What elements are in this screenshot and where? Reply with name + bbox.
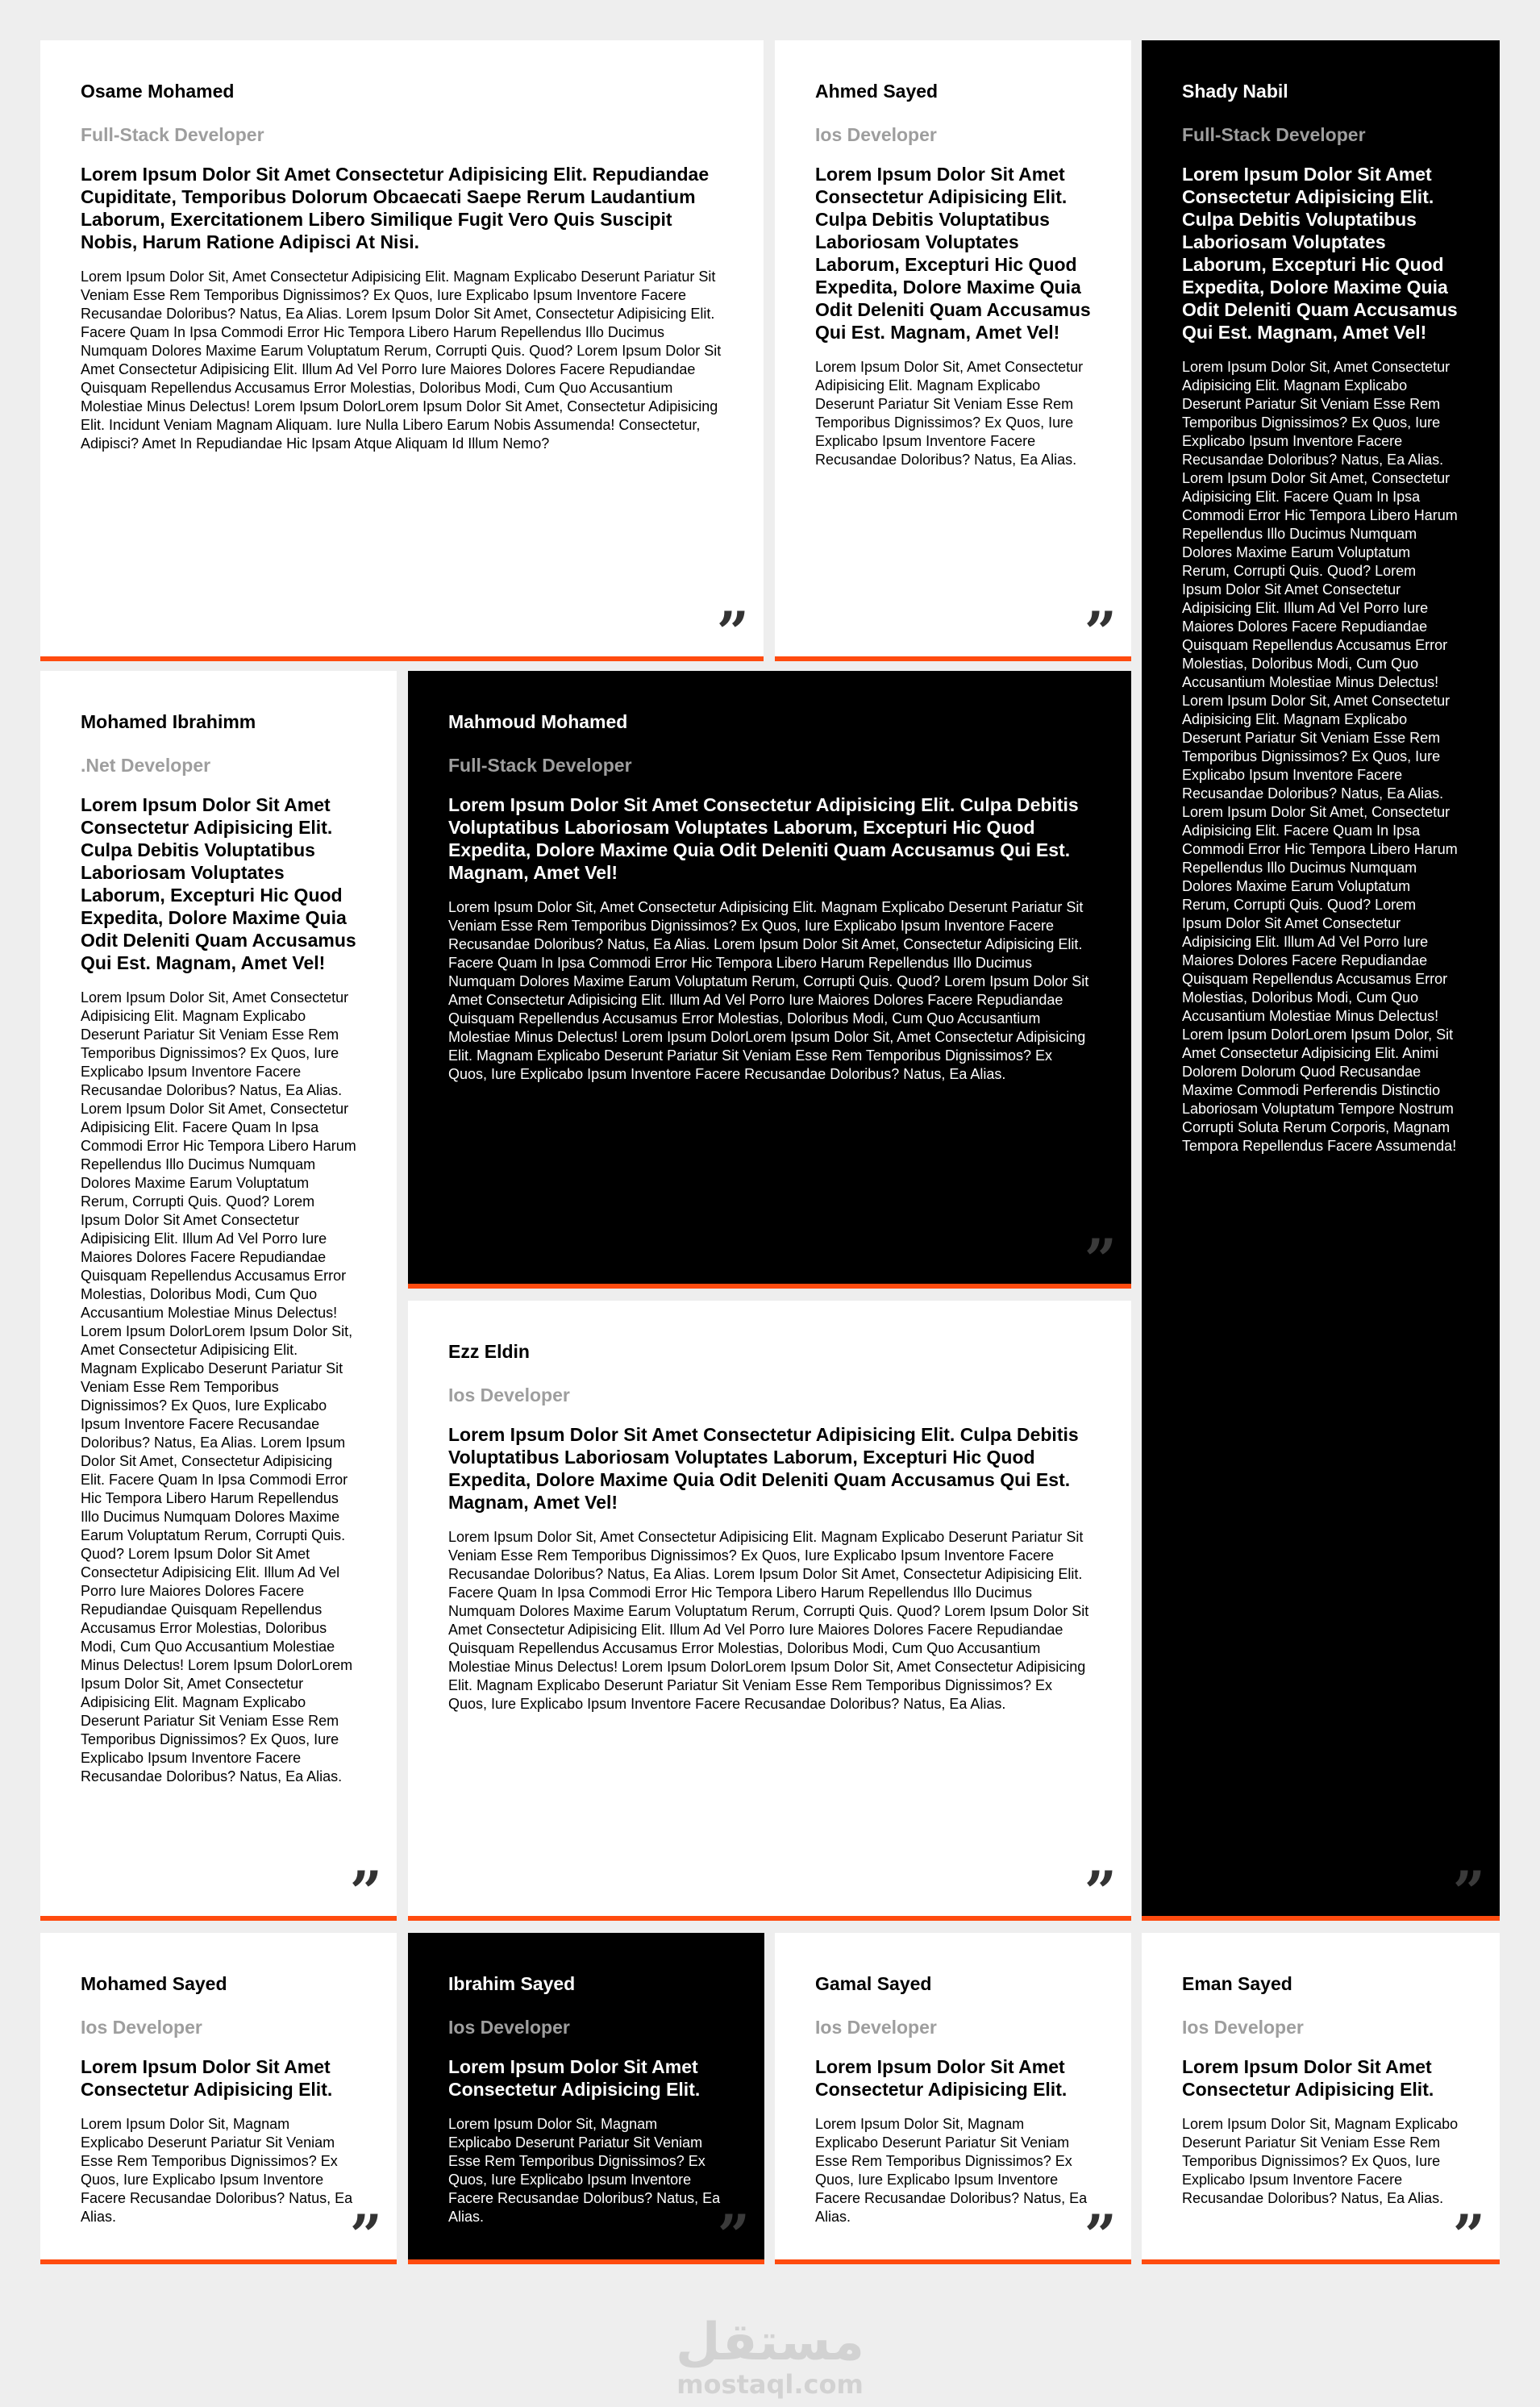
testimonial-text: Lorem Ipsum Dolor Sit, Amet Consectetur Adipisicing Elit. Magnam Explicabo Deserunt Pariatur Sit Veniam Esse Rem Temporibus Dignissimos? Ex Quos, Iure Explicabo Ipsum Inventore Facere Recusandae Doloribus? Natus, Ea Alias. Lorem Ipsum Dolor Sit Amet, Consectetur Adipisicing Elit. Facere Quam In Ipsa Commodi Error Hic Tempora Libero Harum Repellendus Illo Ducimus Numquam Dolores Maxime Earum Voluptatum Rerum, Corrupti Quis. Quod? Lorem Ipsum Dolor Sit Amet Consectetur Adipisicing Elit. Illum Ad Vel Porro Iure Maiores Dolores Facere Repudiandae Quisquam Repellendus Accusamus Error Molestias, Doloribus Modi, Cum Quo Accusantium Molestiae Minus Delectus! Lorem Ipsum Dolor Sit, Amet Consectetur Adipisicing Elit. Magnam Explicabo Deserunt Pariatur Sit Veniam Esse Rem Temporibus Dignissimos? Ex Quos, Iure Explicabo Ipsum Inventore Facere Recusandae Doloribus? Natus, Ea Alias. Lorem Ipsum Dolor Sit Amet, Consectetur Adipisicing Elit. Facere Quam In Ipsa Commodi Error Hic Tempora Libero Harum Repellendus Illo Ducimus Numquam Dolores Maxime Earum Voluptatum Rerum, Corrupti Quis. Quod? Lorem Ipsum Dolor Sit Amet Consectetur Adipisicing Elit. Illum Ad Vel Porro Iure Maiores Dolores Facere Repudiandae Quisquam Repellendus Accusamus Error Molestias, Doloribus Modi, Cum Quo Accusantium Molestiae Minus Delectus! Lorem Ipsum DolorLorem Ipsum Dolor, Sit Amet Consectetur Adipisicing Elit. Animi Dolorem Dolorum Quod Recusandae Maxime Commodi Perferendis Distinctio Laboriosam Voluptatum Tempore Nostrum Corrupti Soluta Rerum Corporis, Magnam Tempora Repellendus Facere Assumenda! [1182,359,1458,1154]
author-role: Ios Developer [1182,2017,1304,2038]
testimonial-title: Lorem Ipsum Dolor Sit Amet Consectetur Adipisicing Elit. Culpa Debitis Voluptatibus Laboriosam Voluptates Laborum, Excepturi Hic Quod Expedita, Dolore Maxime Quia Odit Deleniti Quam Accusamus Qui Est. Magnam, Amet Vel! [1182,164,1458,343]
quote-icon: ” [1084,1859,1117,1926]
quote-icon: ” [1452,2202,1485,2269]
author-role: Full-Stack Developer [1182,124,1366,145]
testimonial-title: Lorem Ipsum Dolor Sit Amet Consectetur Adipisicing Elit. Culpa Debitis Voluptatibus Laboriosam Voluptates Laborum, Excepturi Hic Quod Expedita, Dolore Maxime Quia Odit Deleniti Quam Accusamus Qui Est. Magnam, Amet Vel! [448,1424,1079,1513]
quote-icon: ” [1084,1226,1117,1293]
author-name: Mohamed Sayed [81,1973,227,1994]
author-role: Ios Developer [815,2017,937,2038]
quote-icon: ” [1084,599,1117,666]
testimonial-text: Lorem Ipsum Dolor Sit, Magnam Explicabo Deserunt Pariatur Sit Veniam Esse Rem Temporibus Dignissimos? Ex Quos, Iure Explicabo Ipsum Inventore Facere Recusandae Doloribus? Natus, Ea Alias. [1182,2116,1459,2206]
testimonial-card [408,671,1131,1293]
quote-icon: ” [1452,1859,1485,1926]
author-name: Shady Nabil [1182,81,1288,102]
testimonial-title: Lorem Ipsum Dolor Sit Amet Consectetur Adipisicing Elit. [1182,2056,1434,2100]
author-role: Ios Developer [815,124,937,145]
testimonial-title: Lorem Ipsum Dolor Sit Amet Consectetur Adipisicing Elit. [81,2056,333,2100]
testimonial-card [1142,40,1500,1926]
testimonial-card [1142,1933,1500,2269]
testimonial-title: Lorem Ipsum Dolor Sit Amet Consectetur Adipisicing Elit. Culpa Debitis Voluptatibus Laboriosam Voluptates Laborum, Excepturi Hic Quod Expedita, Dolore Maxime Quia Odit Deleniti Quam Accusamus Qui Est. Magnam, Amet Vel! [448,794,1079,883]
quote-icon: ” [717,2202,750,2269]
author-name: Ahmed Sayed [815,81,939,102]
watermark-url: mostaql.com [676,2369,864,2400]
testimonial-card [408,1301,1131,1926]
author-name: Osame Mohamed [81,81,235,102]
author-name: Ezz Eldin [448,1341,530,1362]
author-name: Eman Sayed [1182,1973,1292,1994]
watermark-logo: مستقل [675,2313,865,2372]
author-role: Ios Developer [81,2017,202,2038]
author-role: Full-Stack Developer [448,755,632,776]
quote-icon: ” [716,599,749,666]
testimonial-text: Lorem Ipsum Dolor Sit, Magnam Explicabo Deserunt Pariatur Sit Veniam Esse Rem Temporibus Dignissimos? Ex Quos, Iure Explicabo Ipsum Inventore Facere Recusandae Doloribus? Natus, Ea Alias. [448,2116,721,2225]
author-role: Ios Developer [448,2017,570,2038]
author-name: Mahmoud Mohamed [448,711,628,732]
testimonial-title: Lorem Ipsum Dolor Sit Amet Consectetur Adipisicing Elit. [815,2056,1068,2100]
testimonial-title: Lorem Ipsum Dolor Sit Amet Consectetur Adipisicing Elit. Repudiandae Cupiditate, Temporibus Dolorum Obcaecati Saepe Rerum Laudantium Laborum, Exercitationem Libero Similique Fugit Vero Quis Suscipit Nobis, Harum Ratione Adipisci At Nisi. [81,164,710,252]
testimonial-card [775,40,1131,666]
testimonial-text: Lorem Ipsum Dolor Sit, Amet Consectetur Adipisicing Elit. Magnam Explicabo Deserunt Pariatur Sit Veniam Esse Rem Temporibus Dignissimos? Ex Quos, Iure Explicabo Ipsum Inventore Facere Recusandae Doloribus? Natus, Ea Alias. Lorem Ipsum Dolor Sit Amet, Consectetur Adipisicing Elit. Facere Quam In Ipsa Commodi Error Hic Tempora Libero Harum Repellendus Illo Ducimus Numquam Dolores Maxime Earum Voluptatum Rerum, Corrupti Quis. Quod? Lorem Ipsum Dolor Sit Amet Consectetur Adipisicing Elit. Illum Ad Vel Porro Iure Maiores Dolores Facere Repudiandae Quisquam Repellendus Accusamus Error Molestias, Doloribus Modi, Cum Quo Accusantium Molestiae Minus Delectus! Lorem Ipsum DolorLorem Ipsum Dolor Sit, Amet Consectetur Adipisicing Elit. Magnam Explicabo Deserunt Pariatur Sit Veniam Esse Rem Temporibus Dignissimos? Ex Quos, Iure Explicabo Ipsum Inventore Facere Recusandae Doloribus? Natus, Ea Alias. [448,899,1089,1082]
quote-icon: ” [1084,2202,1117,2269]
author-name: Gamal Sayed [815,1973,932,1994]
testimonial-card [40,40,764,666]
testimonial-card [40,1933,397,2269]
testimonial-card [775,1933,1131,2269]
quote-icon: ” [349,2202,382,2269]
testimonial-text: Lorem Ipsum Dolor Sit, Amet Consectetur Adipisicing Elit. Magnam Explicabo Deserunt Pariatur Sit Veniam Esse Rem Temporibus Dignissimos? Ex Quos, Iure Explicabo Ipsum Inventore Facere Recusandae Doloribus? Natus, Ea Alias. Lorem Ipsum Dolor Sit Amet, Consectetur Adipisicing Elit. Facere Quam In Ipsa Commodi Error Hic Tempora Libero Harum Repellendus Illo Ducimus Numquam Dolores Maxime Earum Voluptatum Rerum, Corrupti Quis. Quod? Lorem Ipsum Dolor Sit Amet Consectetur Adipisicing Elit. Illum Ad Vel Porro Iure Maiores Dolores Facere Repudiandae Quisquam Repellendus Accusamus Error Molestias, Doloribus Modi, Cum Quo Accusantium Molestiae Minus Delectus! Lorem Ipsum DolorLorem Ipsum Dolor Sit Amet, Consectetur Adipisicing Elit. Incidunt Veniam Magnam Aliquam. Iure Nulla Libero Earum Nobis Assumenda! Consectetur, Adipisci? Amet In Repudiandae Hic Ipsam Atque Aliquam Id Illum Nemo? [81,269,722,452]
author-name: Mohamed Ibrahimm [81,711,256,732]
testimonial-text: Lorem Ipsum Dolor Sit, Amet Consectetur Adipisicing Elit. Magnam Explicabo Deserunt Pariatur Sit Veniam Esse Rem Temporibus Dignissimos? Ex Quos, Iure Explicabo Ipsum Inventore Facere Recusandae Doloribus? Natus, Ea Alias. [815,359,1084,468]
testimonial-text: Lorem Ipsum Dolor Sit, Magnam Explicabo Deserunt Pariatur Sit Veniam Esse Rem Temporibus Dignissimos? Ex Quos, Iure Explicabo Ipsum Inventore Facere Recusandae Doloribus? Natus, Ea Alias. [81,2116,353,2225]
testimonial-title: Lorem Ipsum Dolor Sit Amet Consectetur Adipisicing Elit. Culpa Debitis Voluptatibus Laboriosam Voluptates Laborum, Excepturi Hic Quod Expedita, Dolore Maxime Quia Odit Deleniti Quam Accusamus Qui Est. Magnam, Amet Vel! [81,794,356,973]
testimonial-text: Lorem Ipsum Dolor Sit, Amet Consectetur Adipisicing Elit. Magnam Explicabo Deserunt Pariatur Sit Veniam Esse Rem Temporibus Dignissimos? Ex Quos, Iure Explicabo Ipsum Inventore Facere Recusandae Doloribus? Natus, Ea Alias. Lorem Ipsum Dolor Sit Amet, Consectetur Adipisicing Elit. Facere Quam In Ipsa Commodi Error Hic Tempora Libero Harum Repellendus Illo Ducimus Numquam Dolores Maxime Earum Voluptatum Rerum, Corrupti Quis. Quod? Lorem Ipsum Dolor Sit Amet Consectetur Adipisicing Elit. Illum Ad Vel Porro Iure Maiores Dolores Facere Repudiandae Quisquam Repellendus Accusamus Error Molestias, Doloribus Modi, Cum Quo Accusantium Molestiae Minus Delectus! Lorem Ipsum DolorLorem Ipsum Dolor Sit, Amet Consectetur Adipisicing Elit. Magnam Explicabo Deserunt Pariatur Sit Veniam Esse Rem Temporibus Dignissimos? Ex Quos, Iure Explicabo Ipsum Inventore Facere Recusandae Doloribus? Natus, Ea Alias. Lorem Ipsum Dolor Sit Amet, Consectetur Adipisicing Elit. Facere Quam In Ipsa Commodi Error Hic Tempora Libero Harum Repellendus Illo Ducimus Numquam Dolores Maxime Earum Voluptatum Rerum, Corrupti Quis. Quod? Lorem Ipsum Dolor Sit Amet Consectetur Adipisicing Elit. Illum Ad Vel Porro Iure Maiores Dolores Facere Repudiandae Quisquam Repellendus Accusamus Error Molestias, Doloribus Modi, Cum Quo Accusantium Molestiae Minus Delectus! Lorem Ipsum DolorLorem Ipsum Dolor Sit, Amet Consectetur Adipisicing Elit. Magnam Explicabo Deserunt Pariatur Sit Veniam Esse Rem Temporibus Dignissimos? Ex Quos, Iure Explicabo Ipsum Inventore Facere Recusandae Doloribus? Natus, Ea Alias. [81,989,356,1784]
author-role: Ios Developer [448,1385,570,1405]
author-role: Full-Stack Developer [81,124,264,145]
testimonial-text: Lorem Ipsum Dolor Sit, Magnam Explicabo Deserunt Pariatur Sit Veniam Esse Rem Temporibus Dignissimos? Ex Quos, Iure Explicabo Ipsum Inventore Facere Recusandae Doloribus? Natus, Ea Alias. [815,2116,1088,2225]
author-name: Ibrahim Sayed [448,1973,576,1994]
testimonial-text: Lorem Ipsum Dolor Sit, Amet Consectetur Adipisicing Elit. Magnam Explicabo Deserunt Pariatur Sit Veniam Esse Rem Temporibus Dignissimos? Ex Quos, Iure Explicabo Ipsum Inventore Facere Recusandae Doloribus? Natus, Ea Alias. Lorem Ipsum Dolor Sit Amet, Consectetur Adipisicing Elit. Facere Quam In Ipsa Commodi Error Hic Tempora Libero Harum Repellendus Illo Ducimus Numquam Dolores Maxime Earum Voluptatum Rerum, Corrupti Quis. Quod? Lorem Ipsum Dolor Sit Amet Consectetur Adipisicing Elit. Illum Ad Vel Porro Iure Maiores Dolores Facere Repudiandae Quisquam Repellendus Accusamus Error Molestias, Doloribus Modi, Cum Quo Accusantium Molestiae Minus Delectus! Lorem Ipsum DolorLorem Ipsum Dolor Sit, Amet Consectetur Adipisicing Elit. Magnam Explicabo Deserunt Pariatur Sit Veniam Esse Rem Temporibus Dignissimos? Ex Quos, Iure Explicabo Ipsum Inventore Facere Recusandae Doloribus? Natus, Ea Alias. [448,1529,1089,1712]
testimonial-title: Lorem Ipsum Dolor Sit Amet Consectetur Adipisicing Elit. Culpa Debitis Voluptatibus Laboriosam Voluptates Laborum, Excepturi Hic Quod Expedita, Dolore Maxime Quia Odit Deleniti Quam Accusamus Qui Est. Magnam, Amet Vel! [815,164,1091,343]
testimonial-title: Lorem Ipsum Dolor Sit Amet Consectetur Adipisicing Elit. [448,2056,701,2100]
testimonial-card [408,1933,764,2269]
author-role: .Net Developer [81,755,211,776]
testimonial-card [40,671,397,1926]
quote-icon: ” [349,1859,382,1926]
